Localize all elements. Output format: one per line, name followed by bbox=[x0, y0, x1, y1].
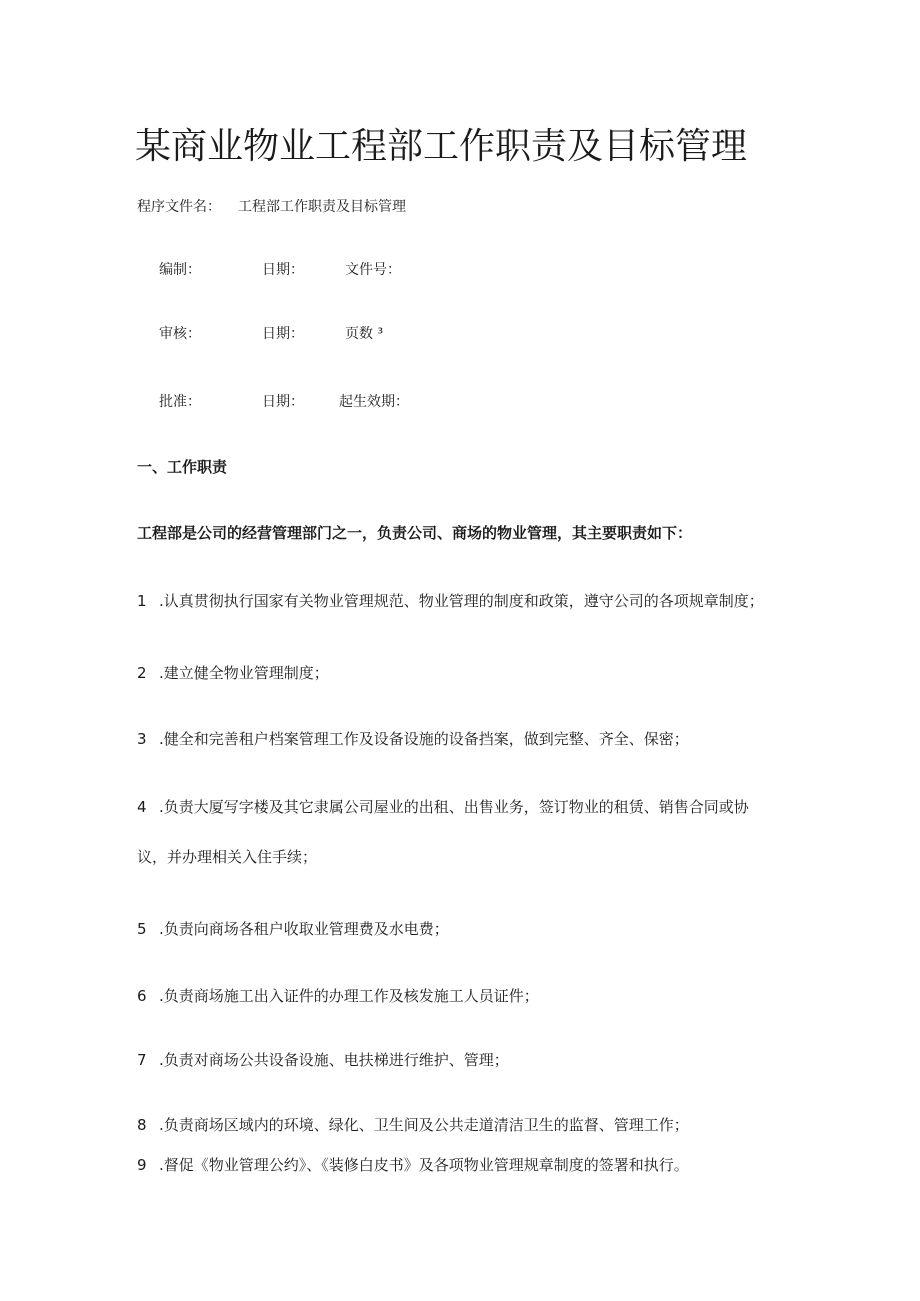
compiled-date-label: 日期： bbox=[262, 262, 304, 278]
list-item bbox=[137, 1114, 689, 1136]
list-item-text: .负责向商场各租户收取业管理费及水电费； bbox=[159, 920, 449, 938]
list-item-text: .负责大厦写字楼及其它隶属公司屋业的出租、出售业务，签订物业的租赁、销售合同或协 bbox=[159, 798, 749, 816]
list-item bbox=[137, 662, 329, 684]
list-item bbox=[137, 1154, 689, 1176]
effective-date-label: 起生效期： bbox=[339, 394, 409, 410]
list-item bbox=[137, 796, 749, 818]
list-item-text: .负责对商场公共设备设施、电扶梯进行维护、管理； bbox=[159, 1051, 509, 1069]
list-item bbox=[137, 985, 539, 1007]
reviewed-date-label: 日期： bbox=[262, 326, 304, 342]
list-item-number: 8 bbox=[137, 1116, 147, 1134]
list-item-number: 9 bbox=[137, 1156, 147, 1174]
list-item-number: 7 bbox=[137, 1051, 147, 1069]
list-item-number: 2 bbox=[137, 664, 147, 682]
list-item-text: .健全和完善租户档案管理工作及设备设施的设备挡案，做到完整、齐全、保密； bbox=[159, 730, 689, 748]
program-file-label: 程序文件名： bbox=[137, 199, 221, 215]
list-item-number: 5 bbox=[137, 920, 147, 938]
list-item-text: .认真贯彻执行国家有关物业管理规范、物业管理的制度和政策，遵守公司的各项规章制度； bbox=[159, 592, 764, 610]
approved-date-label: 日期： bbox=[262, 394, 304, 410]
program-file-value: 工程部工作职责及目标管理 bbox=[238, 199, 406, 215]
section-heading-duties: 一、工作职责 bbox=[137, 458, 228, 476]
list-item-continuation: 议，并办理相关入住手续； bbox=[137, 848, 318, 866]
list-item bbox=[137, 1049, 509, 1071]
reviewed-by-label: 审核： bbox=[159, 326, 201, 342]
list-item bbox=[137, 918, 449, 940]
list-item-number: 1 bbox=[137, 592, 147, 610]
list-item bbox=[137, 590, 764, 612]
page-count-label: 页数 ³ bbox=[345, 326, 384, 342]
approved-by-label: 批准： bbox=[159, 394, 201, 410]
list-item-text: .负责商场施工出入证件的办理工作及核发施工人员证件； bbox=[159, 987, 539, 1005]
document-title: 某商业物业工程部工作职责及目标管理 bbox=[135, 126, 748, 167]
file-number-label: 文件号： bbox=[345, 262, 401, 278]
list-item-text: .建立健全物业管理制度； bbox=[159, 664, 329, 682]
list-item-number: 6 bbox=[137, 987, 147, 1005]
list-item-text: .督促《物业管理公约》、《装修白皮书》及各项物业管理规章制度的签署和执行。 bbox=[159, 1156, 689, 1174]
compiled-by-label: 编制： bbox=[159, 262, 201, 278]
list-item-number: 4 bbox=[137, 798, 147, 816]
list-item bbox=[137, 728, 689, 750]
list-item-number: 3 bbox=[137, 730, 147, 748]
section-intro: 工程部是公司的经营管理部门之一，负责公司、商场的物业管理，其主要职责如下： bbox=[137, 524, 693, 542]
list-item-text: .负责商场区域内的环境、绿化、卫生间及公共走道清洁卫生的监督、管理工作； bbox=[159, 1116, 689, 1134]
